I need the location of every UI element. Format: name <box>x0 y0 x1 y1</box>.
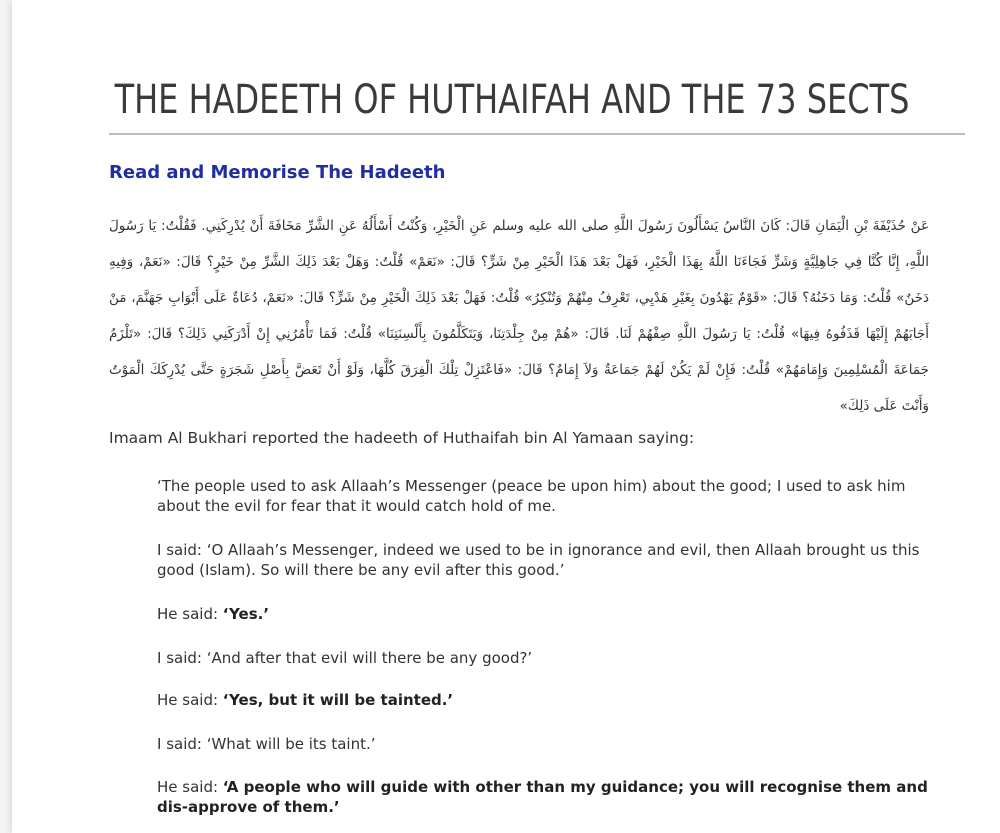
quote-paragraph: I said: ‘And after that evil will there be any good?’ <box>157 649 533 667</box>
page-title: THE HADEETH OF HUTHAIFAH AND THE 73 SECTS <box>114 77 910 123</box>
arabic-hadeeth-text: عَنْ حُذَيْفَةَ بْنِ الْيَمَانِ قَالَ: كَانَ النَّاسُ يَسْأَلُونَ رَسُولَ اللَّهِ صلى الله عليه وسلم عَنِ الْخَيْرِ، وَكُنْتُ أَسْأَلُهُ عَنِ الشَّرِّ مَخَافَةَ أَنْ يُدْرِكَنِي. فَقُلْتُ: يَا رَسُولَ اللَّهِ، إِنَّا كُنَّا فِي جَاهِلِيَّةٍ وَشَرٍّ فَجَاءَنَا اللَّهُ بِهَذَا الْخَيْرِ، فَهَلْ بَعْدَ هَذَا الْخَيْرِ مِنْ شَرٍّ؟ قَالَ: «نَعَمْ» قُلْتُ: وَهَلْ بَعْدَ ذَلِكَ الشَّرِّ مِنْ خَيْرٍ؟ قَالَ: «نَعَمْ، وَفِيهِ دَخَنٌ» قُلْتُ: وَمَا دَخَنُهُ؟ قَالَ: «قَوْمٌ يَهْدُونَ بِغَيْرِ هَدْيِي، تَعْرِفُ مِنْهُمْ وَتُنْكِرُ» قُلْتُ: فَهَلْ بَعْدَ ذَلِكَ الْخَيْرِ مِنْ شَرٍّ؟ قَالَ: «نَعَمْ، دُعَاةٌ عَلَى أَبْوَابِ جَهَنَّمَ، مَنْ أَجَابَهُمْ إِلَيْهَا قَذَفُوهُ فِيهَا» قُلْتُ: يَا رَسُولَ اللَّهِ صِفْهُمْ لَنَا. قَالَ: «هُمْ مِنْ جِلْدَتِنَا، وَيَتَكَلَّمُونَ بِأَلْسِنَتِنَا» قُلْتُ: فَمَا تَأْمُرُنِي إِنْ أَدْرَكَنِي ذَلِكَ؟ قَالَ: «تَلْزَمُ جَمَاعَةَ الْمُسْلِمِينَ وَإِمَامَهُمْ» قُلْتُ: فَإِنْ لَمْ يَكُنْ لَهُمْ جَمَاعَةٌ وَلاَ إِمَامٌ؟ قَالَ: «فَاعْتَزِلْ تِلْكَ الْفِرَقَ كُلَّهَا، وَلَوْ أَنْ تَعَضَّ بِأَصْلِ شَجَرَةٍ حَتَّى يُدْرِكَكَ الْمَوْتُ وَأَنْتَ عَلَى ذَلِكَ» <box>109 218 929 414</box>
quote-answer: ‘A people who will guide with other than my guidance; you will recognise them and dis-approve of them.’ <box>157 778 928 816</box>
quote-speaker: He said: <box>157 778 223 796</box>
intro-paragraph: Imaam Al Bukhari reported the hadeeth of Huthaifah bin Al Yamaan saying: <box>109 429 695 447</box>
quote-paragraph <box>157 690 937 710</box>
quote-speaker: He said: <box>157 605 223 623</box>
quote-answer: ‘Yes.’ <box>222 605 270 623</box>
section-heading: Read and Memorise The Hadeeth <box>109 162 446 183</box>
document-page <box>12 0 1000 833</box>
quote-speaker: He said: <box>157 691 223 709</box>
quote-paragraph: I said: ‘What will be its taint.’ <box>157 735 376 753</box>
quote-paragraph: ‘The people used to ask Allaah’s Messenger (peace be upon him) about the good; I used to ask him about the evil for fear that it would catch hold of me. <box>157 477 906 515</box>
title-divider <box>109 133 965 135</box>
quote-paragraph: I said: ‘O Allaah’s Messenger, indeed we used to be in ignorance and evil, then Allaah brought us this good (Islam). So will there be any evil after this good.’ <box>157 541 920 579</box>
quote-answer: ‘Yes, but it will be tainted.’ <box>222 691 454 709</box>
quote-paragraph <box>157 604 937 624</box>
quote-paragraph <box>157 777 937 817</box>
